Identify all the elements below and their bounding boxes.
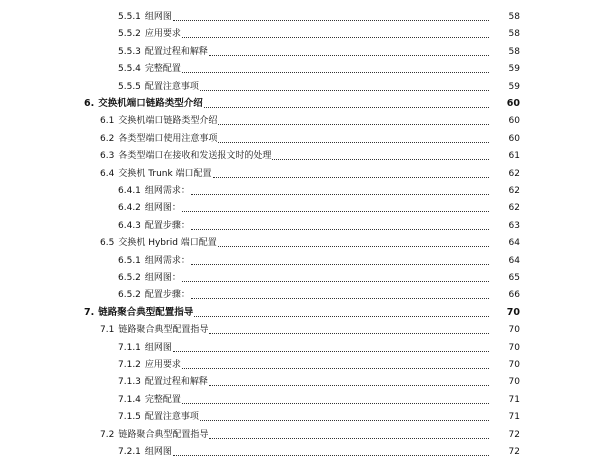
- toc-dot-leader: [191, 228, 489, 230]
- toc-entry-title: 应用要求: [144, 360, 181, 370]
- toc-dot-leader: [272, 158, 489, 160]
- toc-entry-number: 6.3: [100, 151, 115, 162]
- toc-entry-page-number: 72: [508, 429, 520, 440]
- toc-entry-page-number: 62: [508, 186, 520, 196]
- toc-entry-title: 组网需求：: [144, 186, 190, 196]
- toc-entry-page-number: 64: [508, 238, 520, 249]
- toc-entry[interactable]: [0, 60, 592, 78]
- toc-entry-number: 6.5.2: [118, 290, 141, 301]
- toc-entry-title: 链路聚合典型配置指导: [98, 306, 194, 318]
- toc-entry[interactable]: [0, 147, 592, 165]
- toc-entry[interactable]: [0, 199, 592, 217]
- toc-entry-number: 7.1: [100, 325, 115, 336]
- toc-dot-leader: [182, 280, 489, 282]
- toc-entry-page-number: 59: [508, 64, 520, 75]
- toc-entry-title: 配置过程和解释: [144, 46, 208, 57]
- toc-dot-leader: [200, 419, 489, 421]
- toc-dot-leader: [218, 123, 489, 125]
- toc-entry-title: 组网需求：: [144, 255, 190, 266]
- toc-dot-leader: [182, 71, 489, 73]
- toc-entry[interactable]: [0, 25, 592, 43]
- toc-dot-leader: [200, 89, 489, 91]
- toc-entry-title: 链路聚合典型配置指导: [118, 429, 209, 440]
- toc-entry-number: 6.5: [100, 238, 115, 249]
- toc-entry-page-number: 70: [508, 360, 520, 370]
- toc-entry-page-number: 65: [508, 273, 520, 283]
- toc-entry[interactable]: [0, 182, 592, 200]
- toc-entry-page-number: 66: [508, 290, 520, 301]
- toc-dot-leader: [204, 106, 489, 108]
- toc-entry-page-number: 59: [508, 81, 520, 92]
- toc-entry-number: 6.1: [100, 116, 115, 127]
- toc-dot-leader: [182, 210, 489, 212]
- toc-entry-number: 5.5.2: [118, 29, 141, 40]
- toc-entry-number: 6.2: [100, 133, 115, 144]
- toc-dot-leader: [209, 384, 489, 386]
- toc-dot-leader: [213, 176, 489, 178]
- toc-entry[interactable]: [0, 78, 592, 96]
- toc-entry[interactable]: [0, 269, 592, 287]
- toc-entry-title: 应用要求: [144, 29, 181, 40]
- toc-dot-leader: [209, 54, 489, 56]
- toc-entry-page-number: 63: [508, 220, 520, 231]
- toc-entry-number: 7.1.3: [118, 377, 141, 388]
- toc-entry[interactable]: [0, 234, 592, 252]
- toc-entry[interactable]: [0, 443, 592, 461]
- toc-entry-title: 组网图: [144, 447, 172, 457]
- toc-entry-title: 交换机端口链路类型介绍: [98, 98, 203, 109]
- toc-entry-title: 配置步骤：: [144, 290, 190, 301]
- toc-entry[interactable]: [0, 252, 592, 270]
- toc-entry-number: 5.5.1: [118, 12, 141, 22]
- toc-entry-title: 完整配置: [144, 394, 181, 405]
- toc-entry[interactable]: [0, 95, 592, 113]
- toc-entry-title: 完整配置: [144, 64, 181, 75]
- toc-dot-leader: [191, 297, 489, 299]
- toc-entry-number: 7.2.1: [118, 447, 141, 457]
- toc-entry-number: 6.4.3: [118, 220, 141, 231]
- toc-entry-title: 配置步骤：: [144, 220, 190, 231]
- toc-entry-page-number: 70: [508, 342, 520, 353]
- toc-entry-number: 5.5.3: [118, 46, 141, 57]
- toc-dot-leader: [191, 193, 489, 195]
- toc-entry[interactable]: [0, 217, 592, 235]
- toc-entry[interactable]: [0, 8, 592, 26]
- toc-entry-title: 各类型端口在接收和发送报文时的处理: [118, 151, 272, 162]
- toc-entry-title: 交换机 Trunk 端口配置: [118, 168, 212, 179]
- toc-entry-title: 组网图: [144, 12, 172, 22]
- toc-entry-title: 组网图: [144, 342, 172, 353]
- toc-dot-leader: [218, 141, 489, 143]
- toc-entry-title: 配置注意事项: [144, 81, 199, 92]
- toc-entry-page-number: 62: [508, 203, 520, 214]
- toc-entry-page-number: 70: [508, 325, 520, 336]
- toc-entry-number: 7.1.1: [118, 342, 141, 353]
- toc-entry-number: 6.4.2: [118, 203, 141, 214]
- toc-entry-title: 交换机 Hybrid 端口配置: [118, 238, 217, 249]
- toc-entry-number: 6.5.1: [118, 255, 141, 266]
- toc-entry-number: 5.5.5: [118, 81, 141, 92]
- toc-entry[interactable]: [0, 373, 592, 391]
- toc-entry[interactable]: [0, 165, 592, 183]
- toc-entry[interactable]: [0, 356, 592, 374]
- toc-entry-number: 7.1.5: [118, 412, 141, 423]
- toc-entry-page-number: 60: [508, 116, 520, 127]
- toc-entry-page-number: 72: [508, 447, 520, 457]
- toc-entry-title: 链路聚合典型配置指导: [118, 325, 209, 336]
- toc-entry-title: 配置注意事项: [144, 412, 199, 423]
- toc-dot-leader: [173, 350, 489, 352]
- toc-entry-number: 6.4.1: [118, 186, 141, 196]
- toc-dot-leader: [182, 402, 489, 404]
- toc-dot-leader: [194, 315, 489, 317]
- toc-entry-number: 6.5.2: [118, 273, 141, 283]
- toc-entry-page-number: 70: [506, 306, 520, 318]
- toc-entry-number: 7.2: [100, 429, 115, 440]
- toc-dot-leader: [173, 19, 489, 21]
- toc-entry[interactable]: [0, 391, 592, 409]
- toc-entry-page-number: 71: [508, 394, 520, 405]
- toc-entry-title: 组网图：: [144, 203, 181, 214]
- toc-entry[interactable]: [0, 112, 592, 130]
- toc-entry[interactable]: [0, 321, 592, 339]
- toc-entry-page-number: 60: [508, 133, 520, 144]
- toc-entry-number: 7.1.4: [118, 394, 141, 405]
- toc-entry-page-number: 58: [508, 29, 520, 40]
- toc-entry-title: 配置过程和解释: [144, 377, 208, 388]
- toc-dot-leader: [209, 437, 489, 439]
- toc-dot-leader: [173, 454, 489, 456]
- toc-entry-page-number: 70: [508, 377, 520, 388]
- toc-entry[interactable]: [0, 43, 592, 61]
- toc-dot-leader: [182, 367, 489, 369]
- toc-dot-leader: [182, 36, 489, 38]
- toc-entry-page-number: 58: [508, 12, 520, 22]
- toc-entry-page-number: 64: [508, 255, 520, 266]
- toc-entry[interactable]: [0, 426, 592, 444]
- toc-entry-number: 5.5.4: [118, 64, 141, 75]
- toc-entry[interactable]: [0, 304, 592, 322]
- toc-dot-leader: [191, 263, 489, 265]
- toc-entry-page-number: 60: [506, 98, 520, 109]
- toc-entry-number: 6.4: [100, 168, 115, 179]
- toc-entry-page-number: 71: [508, 412, 520, 423]
- toc-entry-page-number: 61: [508, 151, 520, 162]
- toc-dot-leader: [218, 245, 489, 247]
- toc-entry-title: 各类型端口使用注意事项: [118, 133, 218, 144]
- toc-entry[interactable]: [0, 339, 592, 357]
- toc-dot-leader: [209, 332, 489, 334]
- toc-entry[interactable]: [0, 130, 592, 148]
- toc-entry[interactable]: [0, 286, 592, 304]
- toc-entry-page-number: 58: [508, 46, 520, 57]
- toc-entry-page-number: 62: [508, 168, 520, 179]
- toc-entry[interactable]: [0, 408, 592, 426]
- toc-entry-number: 7.: [84, 306, 95, 318]
- toc-entry-number: 7.1.2: [118, 360, 141, 370]
- toc-entry-title: 组网图：: [144, 273, 181, 283]
- toc-entry-title: 交换机端口链路类型介绍: [118, 116, 218, 127]
- toc-entry-number: 6.: [84, 98, 95, 109]
